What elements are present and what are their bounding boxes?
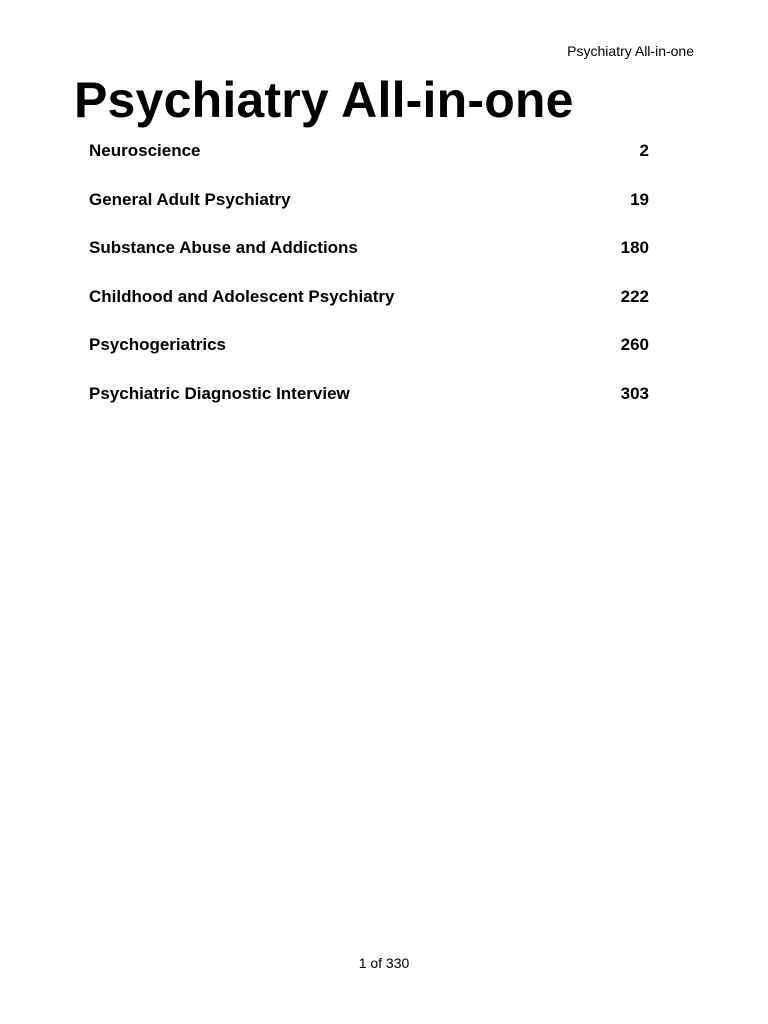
toc-entry-label: Childhood and Adolescent Psychiatry (89, 286, 395, 306)
running-header: Psychiatry All-in-one (567, 43, 694, 59)
toc-entry-label: Psychogeriatrics (89, 335, 227, 354)
toc-entry-page-number: 303 (620, 383, 649, 403)
toc-entry-page-number: 222 (620, 286, 649, 306)
toc-entry-childhood-adolescent-psychiatry[interactable] (89, 285, 649, 309)
toc-entry-psychiatric-diagnostic-interview[interactable] (89, 382, 649, 406)
toc-entry-neuroscience[interactable] (89, 139, 649, 163)
toc-entry-label: Neuroscience (89, 141, 201, 160)
toc-entry-page-number: 2 (639, 141, 649, 160)
toc-entry-page-number: 19 (630, 189, 649, 209)
page-indicator: 1 of 330 (358, 955, 410, 971)
table-of-contents (89, 139, 649, 430)
toc-entry-substance-abuse[interactable] (89, 236, 649, 260)
toc-entry-psychogeriatrics[interactable] (89, 333, 649, 357)
toc-entry-label: General Adult Psychiatry (89, 189, 291, 209)
toc-entry-page-number: 260 (620, 335, 649, 354)
toc-entry-label: Psychiatric Diagnostic Interview (89, 383, 350, 403)
document-title: Psychiatry All-in-one (74, 72, 574, 128)
toc-entry-page-number: 180 (620, 238, 649, 257)
toc-entry-label: Substance Abuse and Addictions (89, 238, 358, 257)
toc-entry-general-adult-psychiatry[interactable] (89, 188, 649, 212)
